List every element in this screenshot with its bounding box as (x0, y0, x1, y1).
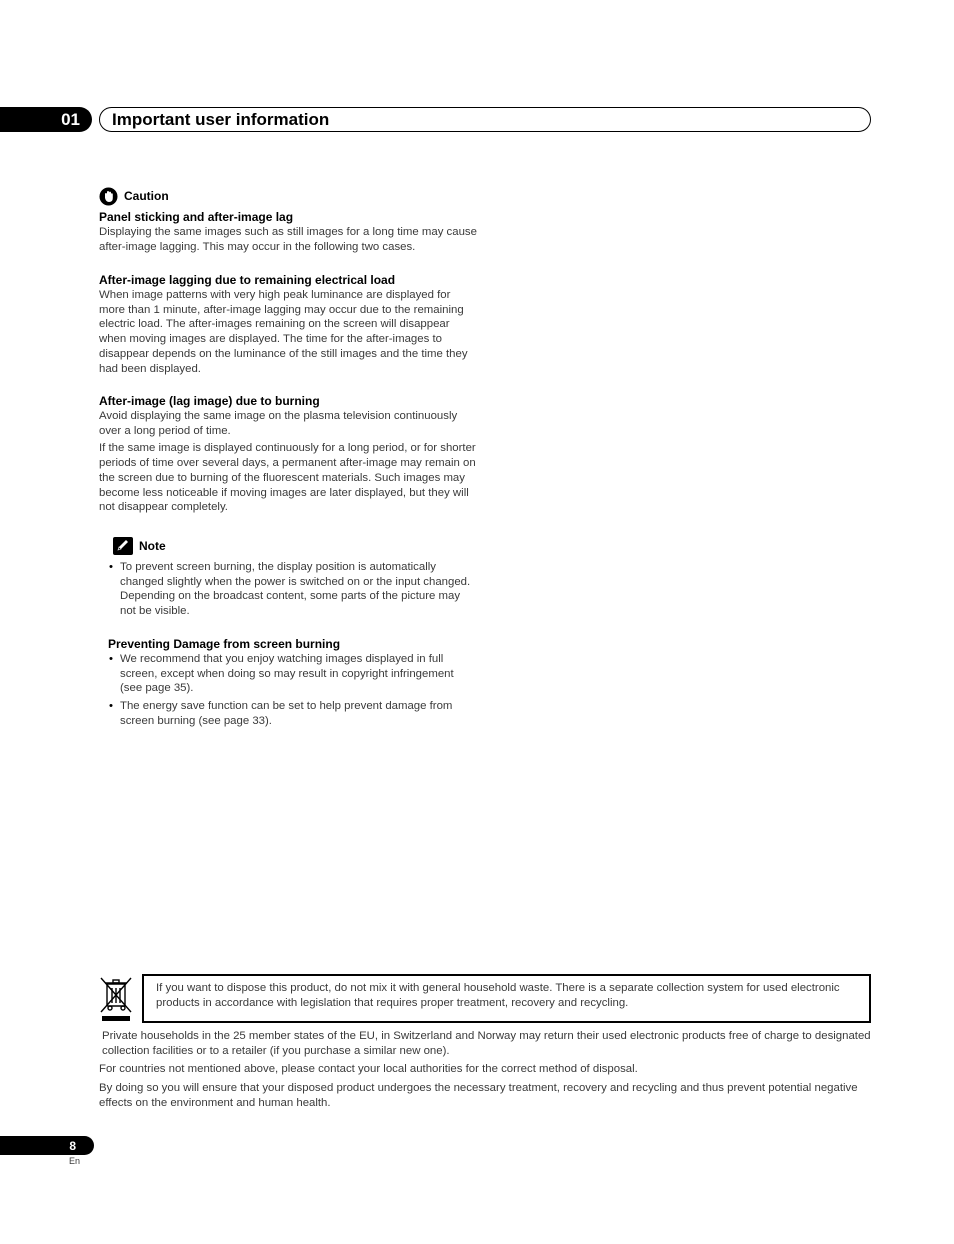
caution-subsection-3 (99, 394, 477, 515)
paragraph: When image patterns with very high peak luminance are displayed for more than 1 minute, after-image lagging may occur due to the remaining electric load. The after-images remaining on the screen will disappear when moving images are displayed. The time for the after-images to disappear depends on the luminance of the still images and the time they had been displayed. (99, 289, 468, 375)
caution-label-row (99, 187, 477, 206)
note-label-row (113, 537, 477, 555)
chapter-title-bar (99, 107, 871, 132)
prevent-section (108, 637, 477, 729)
language-code: En (69, 1156, 81, 1166)
chapter-title: Important user information (112, 109, 330, 129)
paragraph: Displaying the same images such as still images for a long time may cause after-image lagging. This may occur in the following two cases. (99, 226, 477, 253)
chapter-number: 01 (61, 109, 80, 129)
caution-hand-icon (99, 187, 118, 206)
paragraph: If the same image is displayed continuously for a long period, or for shorter periods of time over several days, a permanent after-image may remain on the screen due to burning of the fluorescent materials. Such images may become less noticeable if moving images are later displayed, but they will not disappear completely. (99, 442, 476, 514)
crossed-out-bin-icon (98, 975, 134, 1023)
disposal-paragraph-2 (99, 1062, 871, 1077)
list-item: • The energy save function can be set to help prevent damage from screen burning (see page 33). (99, 699, 477, 728)
disposal-paragraph-1 (99, 1029, 871, 1059)
note-label: Note (139, 538, 166, 553)
caution-label: Caution (124, 189, 169, 204)
paragraph: Private households in the 25 member states of the EU, in Switzerland and Norway may return their used electronic products free of charge to designated collection facilities or to a retailer (if you purchase a similar new one). (102, 1030, 871, 1057)
disposal-notice-box (142, 974, 871, 1023)
subsection-heading: Panel sticking and after-image lag (99, 210, 294, 224)
chapter-number-tab (0, 107, 92, 132)
paragraph: For countries not mentioned above, please contact your local authorities for the correct method of disposal. (99, 1063, 638, 1075)
subsection-heading: After-image lagging due to remaining electrical load (99, 273, 396, 287)
note-section (108, 537, 477, 619)
page-number: 8 (69, 1138, 76, 1153)
note-pencil-icon (113, 537, 133, 555)
caution-subsection-1 (99, 210, 477, 254)
disposal-paragraph-3 (99, 1081, 871, 1111)
disposal-notice-text: If you want to dispose this product, do not mix it with general household waste. There is a separate collection system for used electronic products in accordance with legislation that requires proper treatment, recovery and recycling. (156, 982, 840, 1009)
subsection-heading: After-image (lag image) due to burning (99, 394, 320, 408)
caution-section (99, 187, 477, 206)
caution-subsection-2 (99, 273, 477, 376)
list-item: • We recommend that you enjoy watching images displayed in full screen, except when doing so may result in copyright infringement (see page 35). (99, 652, 477, 696)
paragraph: Avoid displaying the same image on the plasma television continuously over a long period of time. (99, 410, 458, 437)
page-number-tab (0, 1136, 94, 1155)
paragraph: By doing so you will ensure that your disposed product undergoes the necessary treatment, recovery and recycling and thus prevent potential negative effects on the environment and human health. (99, 1082, 858, 1109)
prevent-heading: Preventing Damage from screen burning (108, 637, 341, 651)
list-item: • To prevent screen burning, the display position is automatically changed slightly when the power is switched on or the input changed. Depending on the broadcast content, some parts of the picture may not be visible. (99, 560, 477, 619)
